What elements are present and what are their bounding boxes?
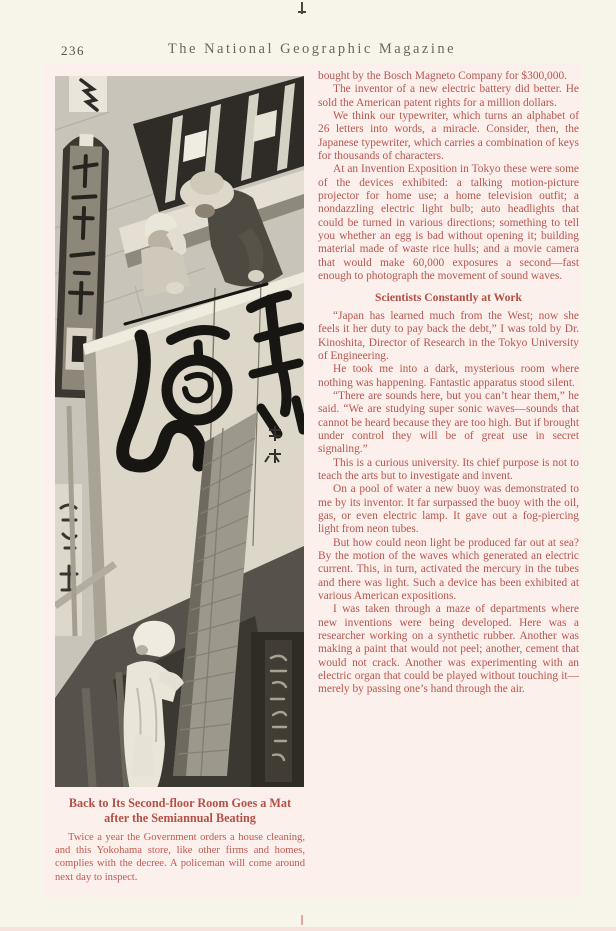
article-paragraph: At an Invention Exposition in Tokyo these were some of the devices exhibited: a talking motion-picture projector for home use; a home television outfit; a nondazzling electric light bulb; auto headlights that could be turned in various directions; something to tell you whether an egg is bad without opening it; building material made of waste rice hulls; and a movie camera that would make 60,000 exposures a second—fast enough to photograph the movement of sound waves. [318, 163, 579, 283]
article-paragraph: “Japan has learned much from the West; now she feels it her duty to pay back the debt,” I was told by Dr. Kinoshita, Director of Research in the Tokyo University of Engineering. [318, 309, 579, 362]
photo-yokohama-housecleaning [55, 76, 304, 787]
article-paragraph: He took me into a dark, mysterious room where nothing was happening. Fantastic apparatus stood silent. [318, 363, 579, 389]
article-paragraph: We think our typewriter, which turns an alphabet of 26 letters into words, a miracle. Consider, then, the Japanese typewriter, which carries a combination of keys for thousands of characters. [318, 110, 579, 163]
article-paragraph: On a pool of water a new buoy was demonstrated to me by its inventor. It far surpassed the buoy with the oil, gas, or even electric lamp. It gave out a fog-piercing light from neon tubes. [318, 483, 579, 536]
photo-caption [55, 796, 305, 884]
page-number: 236 [61, 43, 85, 58]
photo-figure [55, 76, 305, 884]
registration-mark-bottom [297, 915, 306, 925]
article-paragraph: This is a curious university. Its chief purpose is not to teach the arts but to investigate and invent. [318, 456, 579, 482]
article-paragraph: “There are sounds here, but you can’t hear them,” he said. “We are studying super sonic waves—sounds that cannot be heard because they are too high. But if brought under control they will be of great use in secret signaling.” [318, 389, 579, 456]
article-column [318, 70, 579, 697]
caption-text: Twice a year the Government orders a house cleaning, and this Yokohama store, like other firms and homes, complies with the decree. A policeman will come around next day to inspect. [55, 832, 305, 883]
article-paragraph: bought by the Bosch Magneto Company for $300,000. [318, 70, 567, 82]
small-top-sign [69, 76, 107, 112]
magazine-title: The National Geographic Magazine [167, 41, 457, 57]
kanpo-sign [55, 484, 82, 636]
noren-banner [251, 632, 304, 787]
caption-title: Back to Its Second-floor Room Goes a Mat after the Semiannual Beating [68, 796, 292, 825]
article-paragraph: I was taken through a maze of departments where new inventions were being developed. Here was a researcher working on a synthetic rubber. Another was making a paint that would not peel; another, cement that would not crack. Another was experimenting with an electric organ that could be played without touching it—merely by passing one’s hand through the air. [318, 603, 579, 696]
registration-mark-top [298, 2, 306, 15]
article-paragraph: The inventor of a new electric battery did better. He sold the American patent rights for a million dollars. [318, 83, 579, 109]
section-heading: Scientists Constantly at Work [375, 290, 522, 304]
page-bottom-edge [0, 927, 616, 931]
article-paragraph: But how could neon light be produced far out at sea? By the motion of the waves which generated an electric current. This, in turn, activated the mercury in the tubes and there was light. Such a device has been exhibited at various American expositions. [318, 536, 579, 603]
